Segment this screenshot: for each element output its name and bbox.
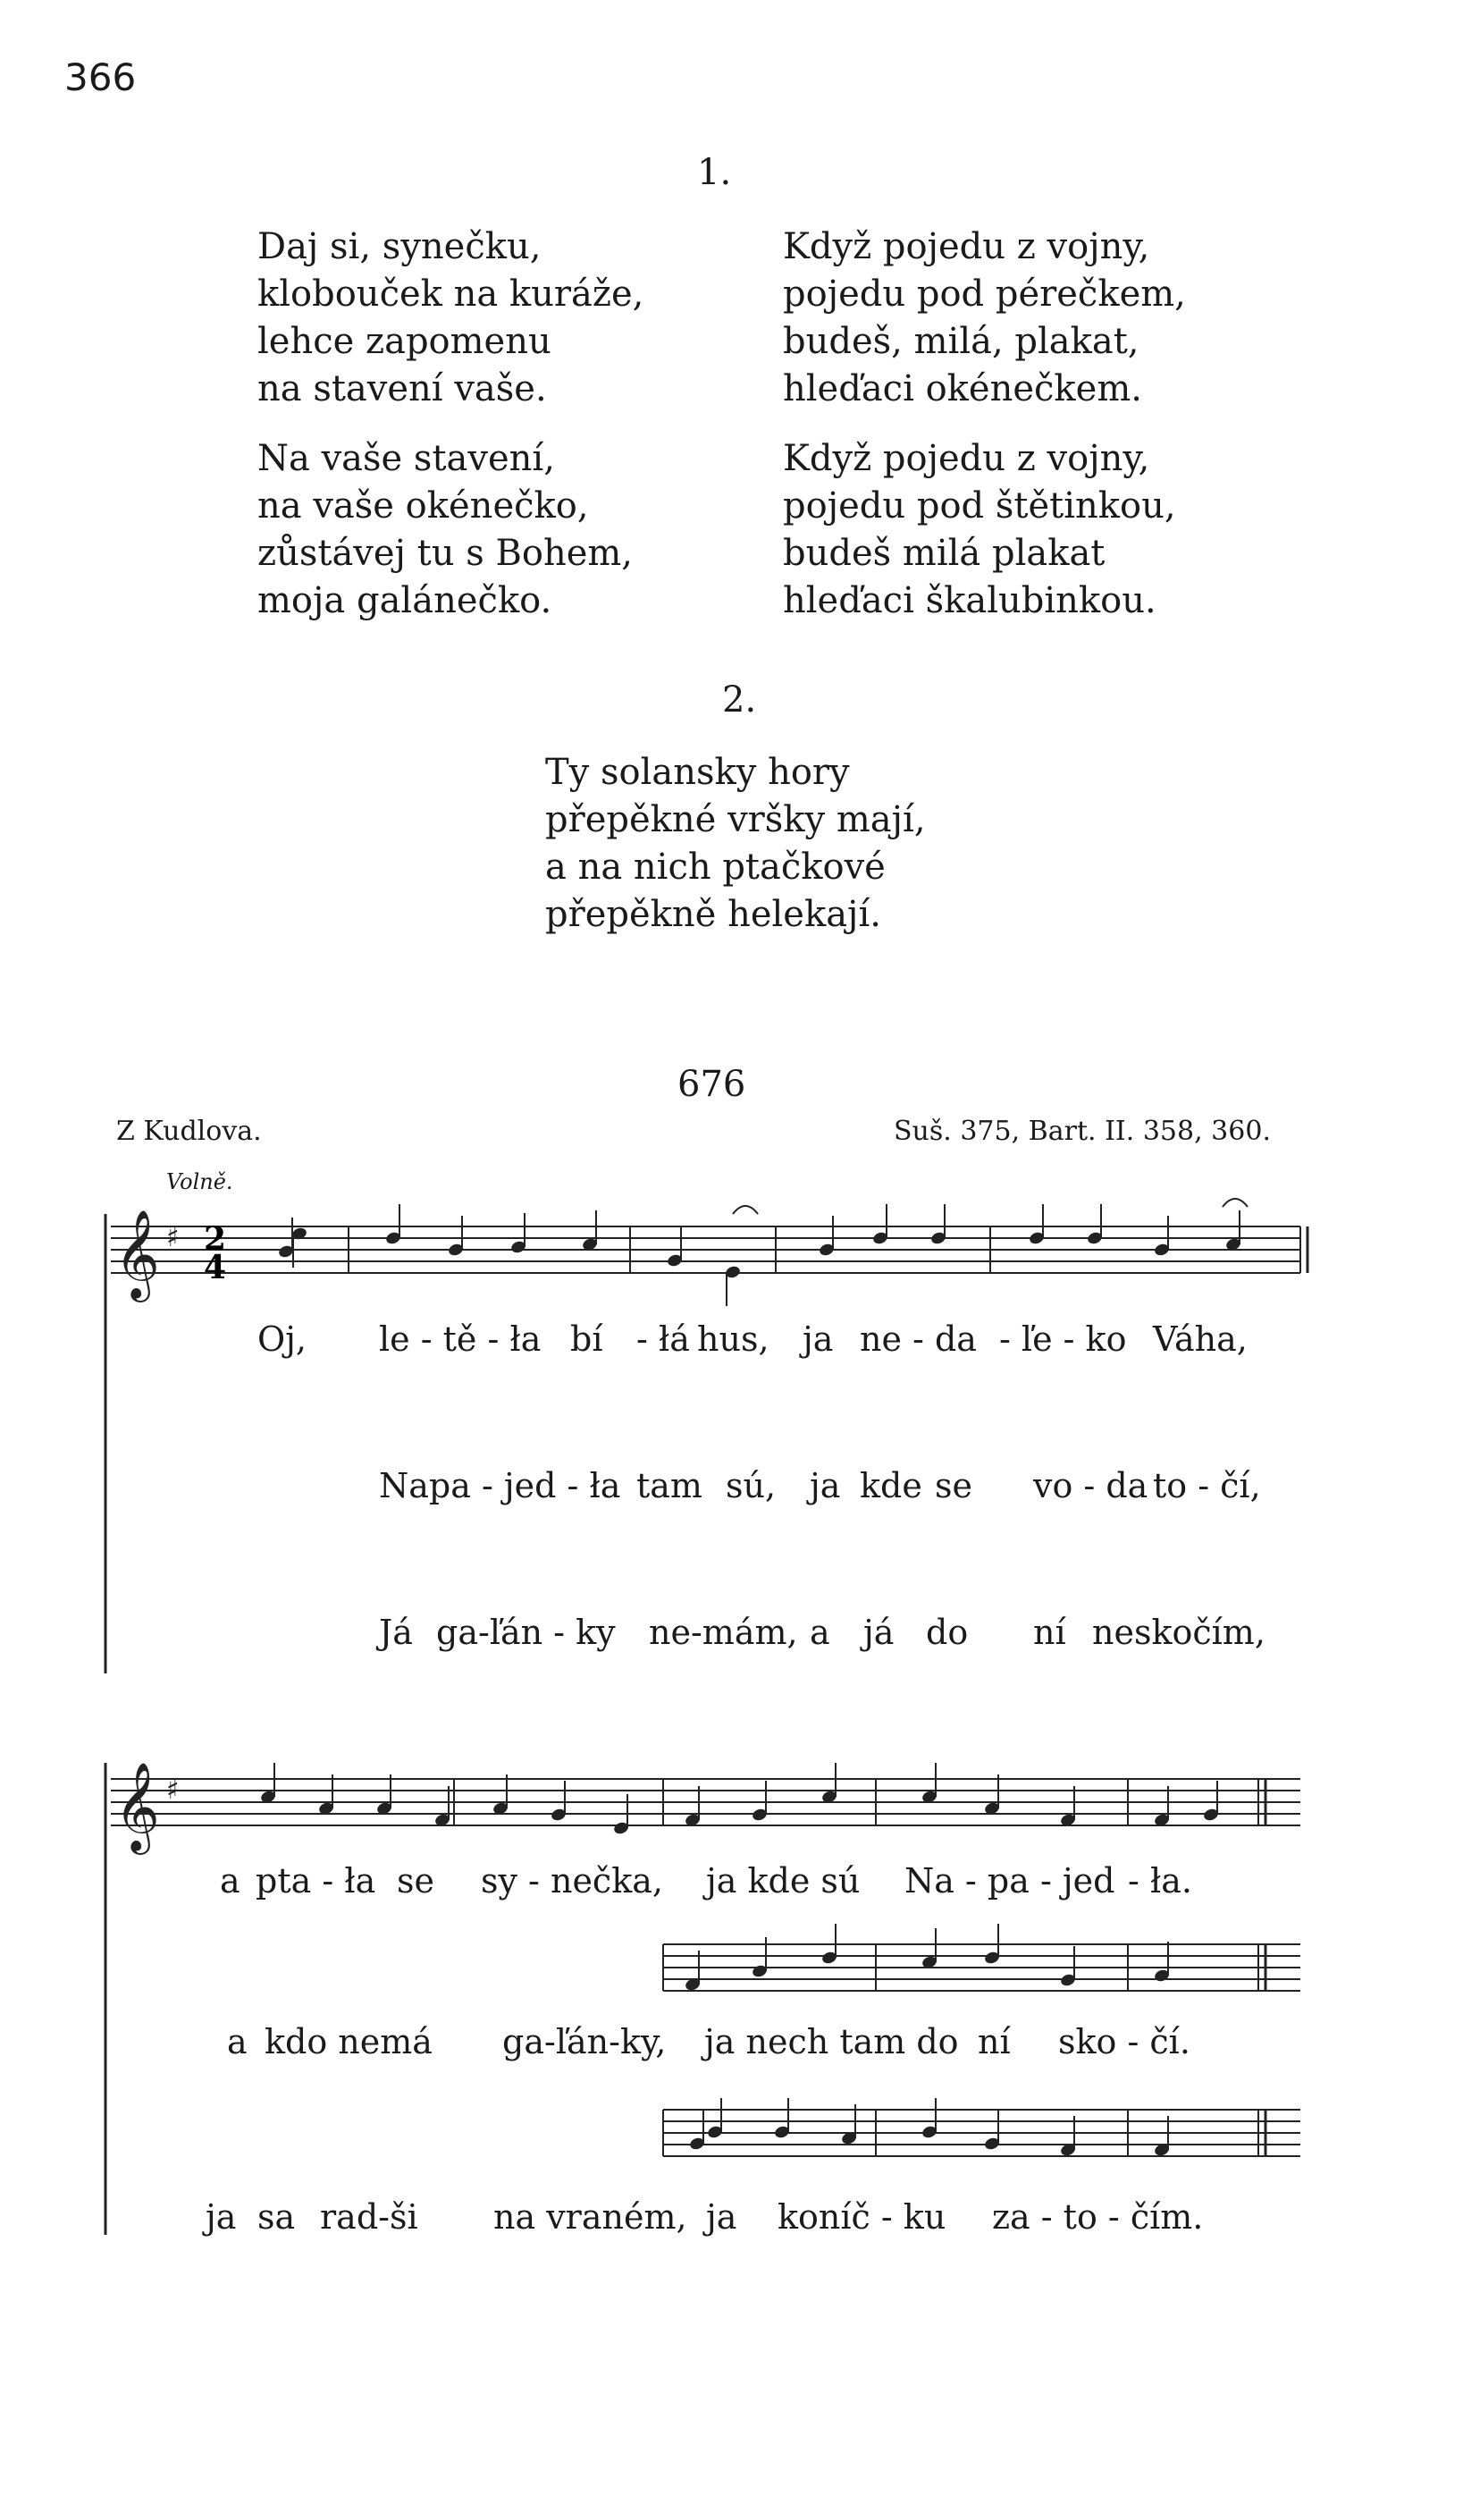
lyric-syllable: - ła. (1128, 1861, 1192, 1901)
lyric-syllable: tam (636, 1466, 702, 1505)
lyric-syllable: kde (860, 1466, 922, 1505)
lyric-syllable: do (926, 1613, 969, 1652)
verse-line: klobouček na kuráže, (257, 274, 644, 315)
lyric-syllable: ga-ľán-ky, (502, 2022, 667, 2061)
time-signature-top: 2 (204, 1220, 227, 1258)
lyric-syllable: Oj, (257, 1319, 307, 1359)
lyric-syllable: Napa - jed - ła (379, 1466, 621, 1505)
verse-line: na vaše okénečko, (257, 485, 589, 527)
lyric-syllable: - ľe - ko (999, 1319, 1127, 1359)
staff-system-1 (105, 1199, 1307, 1673)
lyric-syllable: Váha, (1153, 1319, 1248, 1359)
lyric-syllable: ní (1033, 1613, 1066, 1652)
song-number: 676 (677, 1064, 746, 1105)
verse-line: zůstávej tu s Bohem, (257, 533, 634, 574)
verse-line: Když pojedu z vojny, (783, 226, 1150, 267)
lyric-syllable: vo - da (1033, 1466, 1148, 1505)
verse-line: pojedu pod pérečkem, (783, 274, 1186, 315)
lyric-syllable: na vraném, (493, 2197, 687, 2237)
section-2-number: 2. (722, 679, 757, 721)
verse-line: budeš milá plakat (783, 533, 1106, 574)
sharp-key-signature: ♯ (166, 1774, 180, 1806)
lyric-syllable: sy - nečka, (481, 1861, 663, 1901)
lyric-syllable: sú, (726, 1466, 777, 1505)
lyric-syllable: neskočím, (1092, 1613, 1265, 1652)
lyric-syllable: bí (570, 1319, 603, 1359)
lyric-syllable: ga-ľán - ky (436, 1613, 616, 1652)
verse-line: hleďaci okénečkem. (783, 368, 1142, 409)
fermata (1223, 1199, 1248, 1207)
verse-line: budeš, milá, plakat, (783, 321, 1139, 362)
verse-line: Daj si, synečku, (257, 226, 542, 267)
tempo-marking: Volně. (166, 1169, 233, 1194)
verse-line: pojedu pod štětinkou, (783, 485, 1176, 527)
sharp-key-signature: ♯ (166, 1222, 180, 1253)
section-1-number: 1. (697, 152, 732, 193)
verse-line: moja galánečko. (257, 580, 552, 621)
verse-line: přepěkné vršky mají, (545, 799, 926, 840)
song-references: Suš. 375, Bart. II. 358, 360. (894, 1116, 1271, 1147)
lyric-syllable: pta - ła (256, 1861, 376, 1901)
lyric-syllable: le - tě - ła (379, 1319, 542, 1359)
page-number: 366 (64, 55, 137, 99)
lyric-syllable: a (220, 1861, 240, 1901)
lyric-syllable: ja (206, 2197, 237, 2237)
lyric-syllable: - łá (636, 1319, 690, 1359)
lyric-syllable: Na - pa - jed (904, 1861, 1115, 1901)
verse-line: Ty solansky hory (545, 752, 850, 793)
verse-line: Když pojedu z vojny, (783, 438, 1150, 479)
lyric-syllable: se (397, 1861, 434, 1901)
lyric-syllable: ja kde sú (706, 1861, 861, 1901)
verse-line: lehce zapomenu (257, 321, 551, 362)
lyric-syllable: to - čí, (1153, 1466, 1261, 1505)
lyric-syllable: ja nech tam do (704, 2022, 959, 2061)
lyric-syllable: Já (379, 1613, 413, 1652)
lyric-syllable: kdo nemá (265, 2022, 433, 2061)
lyric-syllable: ja (706, 2197, 737, 2237)
fermata (733, 1206, 758, 1214)
treble-clef: 𝄞 (114, 1762, 160, 1851)
lyric-syllable: rad-ši (320, 2197, 418, 2237)
treble-clef: 𝄞 (114, 1209, 160, 1299)
verse-line: na stavení vaše. (257, 368, 547, 409)
lyric-syllable: ja (810, 1466, 841, 1505)
lyric-syllable: ní (978, 2022, 1011, 2061)
lyric-syllable: ne - da (860, 1319, 977, 1359)
verse-line: přepěkně helekají. (545, 894, 881, 935)
lyric-syllable: se (935, 1466, 972, 1505)
verse-line: hleďaci škalubinkou. (783, 580, 1156, 621)
staff-system-2-alt-staff-1 (663, 1924, 1300, 1992)
time-signature-bottom: 4 (204, 1249, 227, 1286)
verse-line: Na vaše stavení, (257, 438, 555, 479)
lyric-syllable: koníč - ku (778, 2197, 946, 2237)
lyric-syllable: a (810, 1613, 830, 1652)
lyric-syllable: ne-mám, (649, 1613, 798, 1652)
verse-line: a na nich ptačkové (545, 847, 886, 888)
lyric-syllable: sko - čí. (1058, 2022, 1190, 2061)
lyric-syllable: za - to - čím. (992, 2197, 1204, 2237)
lyric-syllable: já (863, 1613, 895, 1652)
staff-system-2 (105, 1762, 1300, 2235)
staff-system-2-alt-staff-2 (663, 2098, 1300, 2157)
lyric-syllable: a (227, 2022, 248, 2061)
lyric-syllable: sa (257, 2197, 296, 2237)
lyric-syllable: ja (803, 1319, 834, 1359)
lyric-syllable: hus, (697, 1319, 769, 1359)
song-origin: Z Kudlova. (116, 1116, 262, 1147)
